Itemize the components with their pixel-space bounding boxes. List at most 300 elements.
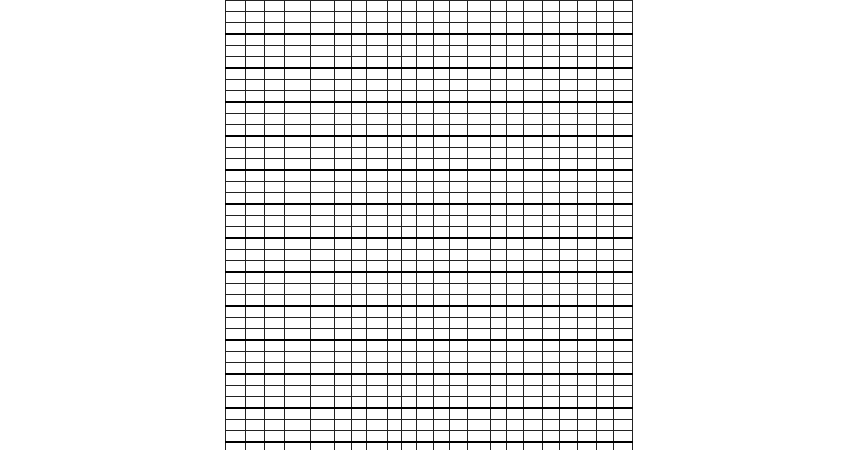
table-cell (450, 136, 468, 148)
table-cell (614, 12, 633, 23)
table-cell (467, 306, 490, 318)
table-cell (577, 352, 596, 363)
table-cell (402, 442, 417, 450)
table-cell (311, 374, 335, 386)
table-cell (433, 204, 450, 216)
table-cell (285, 340, 311, 352)
table-cell (433, 170, 450, 182)
table-row (226, 284, 633, 295)
table-cell (226, 272, 246, 284)
table-cell (507, 57, 524, 69)
table-cell (311, 216, 335, 227)
table-cell (285, 159, 311, 171)
table-cell (560, 227, 578, 239)
table-cell (507, 420, 524, 431)
table-row (226, 272, 633, 284)
table-cell (265, 159, 285, 171)
table-cell (490, 170, 507, 182)
table-row (226, 91, 633, 103)
table-cell (596, 420, 614, 431)
table-cell (285, 363, 311, 375)
table-cell (450, 227, 468, 239)
table-cell (450, 91, 468, 103)
table-cell (387, 204, 402, 216)
table-cell (387, 34, 402, 46)
table-cell (450, 68, 468, 80)
table-cell (351, 80, 367, 91)
table-cell (467, 397, 490, 409)
table-cell (596, 386, 614, 397)
table-cell (265, 363, 285, 375)
table-cell (285, 193, 311, 205)
table-cell (265, 34, 285, 46)
table-cell (596, 238, 614, 250)
table-cell (507, 102, 524, 114)
table-cell (433, 159, 450, 171)
table-cell (245, 318, 265, 329)
table-cell (614, 204, 633, 216)
table-cell (467, 57, 490, 69)
table-cell (523, 431, 542, 443)
table-cell (542, 272, 560, 284)
table-cell (351, 284, 367, 295)
table-cell (467, 216, 490, 227)
table-cell (265, 46, 285, 57)
table-cell (614, 272, 633, 284)
table-cell (596, 136, 614, 148)
table-cell (245, 114, 265, 125)
table-cell (387, 340, 402, 352)
table-cell (245, 23, 265, 35)
table-cell (351, 68, 367, 80)
table-cell (577, 250, 596, 261)
table-cell (367, 329, 388, 341)
table-cell (245, 193, 265, 205)
table-cell (367, 12, 388, 23)
table-cell (245, 34, 265, 46)
table-cell (614, 148, 633, 159)
table-cell (490, 329, 507, 341)
table-cell (351, 148, 367, 159)
table-cell (402, 182, 417, 193)
table-cell (507, 68, 524, 80)
table-cell (245, 204, 265, 216)
table-cell (542, 238, 560, 250)
table-cell (467, 182, 490, 193)
table-cell (416, 374, 433, 386)
table-cell (416, 68, 433, 80)
table-cell (450, 182, 468, 193)
table-cell (523, 68, 542, 80)
table-cell (367, 306, 388, 318)
table-cell (402, 431, 417, 443)
table-cell (542, 80, 560, 91)
table-cell (416, 1, 433, 12)
table-cell (560, 374, 578, 386)
table-cell (416, 193, 433, 205)
table-cell (507, 80, 524, 91)
table-cell (416, 46, 433, 57)
table-cell (387, 193, 402, 205)
table-cell (614, 284, 633, 295)
table-cell (507, 23, 524, 35)
table-row (226, 57, 633, 69)
table-cell (387, 80, 402, 91)
table-cell (387, 102, 402, 114)
table-cell (577, 340, 596, 352)
table-cell (402, 12, 417, 23)
table-cell (265, 397, 285, 409)
table-cell (560, 148, 578, 159)
table-cell (311, 136, 335, 148)
table-cell (416, 23, 433, 35)
table-cell (467, 442, 490, 450)
table-cell (614, 329, 633, 341)
table-cell (334, 318, 351, 329)
table-cell (560, 136, 578, 148)
table-cell (560, 261, 578, 273)
table-row (226, 102, 633, 114)
table-cell (226, 182, 246, 193)
table-cell (334, 408, 351, 420)
table-cell (596, 250, 614, 261)
table-cell (450, 12, 468, 23)
table-cell (265, 125, 285, 137)
table-cell (577, 295, 596, 307)
table-cell (596, 23, 614, 35)
table-cell (490, 57, 507, 69)
table-cell (450, 114, 468, 125)
table-row (226, 386, 633, 397)
table-cell (416, 250, 433, 261)
table-cell (523, 148, 542, 159)
table-cell (596, 80, 614, 91)
table-cell (416, 386, 433, 397)
table-cell (367, 1, 388, 12)
table-cell (614, 408, 633, 420)
table-cell (402, 340, 417, 352)
table-cell (311, 306, 335, 318)
table-cell (311, 363, 335, 375)
table-cell (560, 159, 578, 171)
table-cell (367, 420, 388, 431)
table-cell (490, 442, 507, 450)
table-cell (245, 102, 265, 114)
table-cell (245, 12, 265, 23)
table-cell (245, 68, 265, 80)
table-row (226, 306, 633, 318)
table-cell (614, 170, 633, 182)
table-cell (351, 136, 367, 148)
table-cell (334, 114, 351, 125)
table-cell (334, 329, 351, 341)
table-cell (226, 114, 246, 125)
table-cell (402, 1, 417, 12)
table-cell (334, 12, 351, 23)
table-cell (285, 148, 311, 159)
table-cell (265, 272, 285, 284)
table-cell (450, 238, 468, 250)
table-cell (402, 23, 417, 35)
table-cell (433, 306, 450, 318)
table-cell (490, 397, 507, 409)
table-cell (450, 352, 468, 363)
table-cell (402, 386, 417, 397)
table-cell (596, 159, 614, 171)
table-cell (245, 442, 265, 450)
table-cell (523, 329, 542, 341)
table-cell (334, 386, 351, 397)
table-cell (416, 261, 433, 273)
table-cell (523, 1, 542, 12)
table-cell (560, 102, 578, 114)
table-cell (577, 318, 596, 329)
table-cell (334, 159, 351, 171)
table-cell (334, 102, 351, 114)
table-cell (226, 318, 246, 329)
table-cell (577, 23, 596, 35)
table-cell (433, 34, 450, 46)
table-cell (226, 250, 246, 261)
table-cell (351, 318, 367, 329)
table-cell (351, 46, 367, 57)
table-cell (467, 193, 490, 205)
table-cell (490, 102, 507, 114)
table-cell (351, 102, 367, 114)
table-cell (577, 125, 596, 137)
table-cell (387, 12, 402, 23)
table-cell (334, 261, 351, 273)
table-cell (450, 80, 468, 91)
table-cell (523, 295, 542, 307)
table-cell (311, 340, 335, 352)
table-cell (311, 272, 335, 284)
table-cell (596, 374, 614, 386)
table-row (226, 182, 633, 193)
table-cell (351, 238, 367, 250)
table-cell (226, 57, 246, 69)
table-cell (402, 238, 417, 250)
table-cell (285, 136, 311, 148)
table-cell (245, 295, 265, 307)
table-cell (334, 136, 351, 148)
table-cell (523, 386, 542, 397)
table-cell (265, 102, 285, 114)
table-cell (542, 329, 560, 341)
table-cell (226, 46, 246, 57)
table-cell (560, 250, 578, 261)
table-cell (387, 442, 402, 450)
table-cell (226, 386, 246, 397)
table-cell (596, 284, 614, 295)
table-cell (351, 329, 367, 341)
table-cell (265, 442, 285, 450)
table-cell (507, 340, 524, 352)
table-cell (351, 295, 367, 307)
table-cell (596, 329, 614, 341)
table-cell (596, 295, 614, 307)
table-cell (334, 80, 351, 91)
table-cell (334, 227, 351, 239)
table-cell (542, 261, 560, 273)
table-cell (226, 68, 246, 80)
table-cell (226, 193, 246, 205)
table-cell (467, 295, 490, 307)
table-cell (507, 238, 524, 250)
table-cell (416, 216, 433, 227)
table-cell (596, 57, 614, 69)
table-cell (351, 170, 367, 182)
table-cell (311, 261, 335, 273)
table-cell (450, 34, 468, 46)
table-cell (351, 23, 367, 35)
table-cell (507, 431, 524, 443)
table-cell (351, 431, 367, 443)
table-cell (402, 318, 417, 329)
table-cell (490, 250, 507, 261)
table-cell (311, 442, 335, 450)
table-cell (542, 68, 560, 80)
table-cell (467, 148, 490, 159)
table-cell (245, 397, 265, 409)
table-cell (285, 238, 311, 250)
table-row (226, 170, 633, 182)
table-cell (367, 148, 388, 159)
table-cell (402, 91, 417, 103)
table-cell (450, 159, 468, 171)
table-cell (265, 238, 285, 250)
table-cell (265, 80, 285, 91)
table-cell (245, 272, 265, 284)
table-cell (416, 329, 433, 341)
table-cell (387, 386, 402, 397)
table-cell (614, 159, 633, 171)
table-cell (596, 216, 614, 227)
table-cell (265, 431, 285, 443)
table-cell (416, 204, 433, 216)
table-cell (614, 57, 633, 69)
table-cell (542, 114, 560, 125)
table-cell (467, 420, 490, 431)
table-cell (285, 261, 311, 273)
table-cell (490, 46, 507, 57)
table-cell (614, 182, 633, 193)
table-cell (542, 431, 560, 443)
table-cell (577, 170, 596, 182)
table-cell (560, 295, 578, 307)
table-cell (265, 374, 285, 386)
table-cell (577, 442, 596, 450)
table-cell (614, 91, 633, 103)
table-cell (351, 227, 367, 239)
table-cell (226, 284, 246, 295)
table-cell (467, 238, 490, 250)
table-cell (367, 204, 388, 216)
table-cell (334, 46, 351, 57)
table-cell (577, 386, 596, 397)
table-cell (334, 363, 351, 375)
table-cell (433, 250, 450, 261)
table-cell (433, 363, 450, 375)
table-body (226, 1, 633, 450)
table-cell (467, 284, 490, 295)
table-cell (490, 23, 507, 35)
table-cell (367, 57, 388, 69)
table-cell (245, 216, 265, 227)
table-cell (367, 159, 388, 171)
table-cell (614, 250, 633, 261)
table-cell (351, 1, 367, 12)
table-cell (334, 193, 351, 205)
table-cell (577, 57, 596, 69)
table-cell (311, 204, 335, 216)
table-cell (387, 408, 402, 420)
table-cell (560, 318, 578, 329)
table-cell (245, 420, 265, 431)
table-cell (387, 57, 402, 69)
table-cell (311, 193, 335, 205)
table-cell (596, 227, 614, 239)
table-cell (226, 136, 246, 148)
table-cell (507, 91, 524, 103)
table-cell (614, 442, 633, 450)
table-cell (523, 46, 542, 57)
table-cell (490, 420, 507, 431)
table-cell (507, 352, 524, 363)
table-cell (334, 352, 351, 363)
table-cell (490, 386, 507, 397)
table-cell (523, 114, 542, 125)
table-cell (490, 238, 507, 250)
table-cell (433, 23, 450, 35)
table-cell (542, 136, 560, 148)
table-cell (311, 408, 335, 420)
table-cell (523, 57, 542, 69)
table-cell (490, 182, 507, 193)
table-cell (467, 68, 490, 80)
table-cell (334, 306, 351, 318)
table-cell (490, 12, 507, 23)
table-cell (560, 420, 578, 431)
table-cell (285, 306, 311, 318)
table-cell (560, 397, 578, 409)
table-cell (523, 125, 542, 137)
table-cell (614, 1, 633, 12)
table-cell (226, 306, 246, 318)
table-cell (311, 57, 335, 69)
table-cell (311, 295, 335, 307)
table-cell (387, 352, 402, 363)
table-cell (334, 420, 351, 431)
table-cell (367, 340, 388, 352)
table-cell (265, 306, 285, 318)
table-cell (577, 329, 596, 341)
table-cell (416, 408, 433, 420)
table-cell (614, 114, 633, 125)
table-cell (387, 431, 402, 443)
table-cell (387, 284, 402, 295)
table-cell (560, 386, 578, 397)
table-cell (542, 216, 560, 227)
table-cell (351, 159, 367, 171)
table-cell (560, 46, 578, 57)
table-cell (402, 284, 417, 295)
table-cell (467, 114, 490, 125)
table-cell (285, 114, 311, 125)
table-cell (467, 318, 490, 329)
table-cell (542, 374, 560, 386)
table-cell (523, 363, 542, 375)
